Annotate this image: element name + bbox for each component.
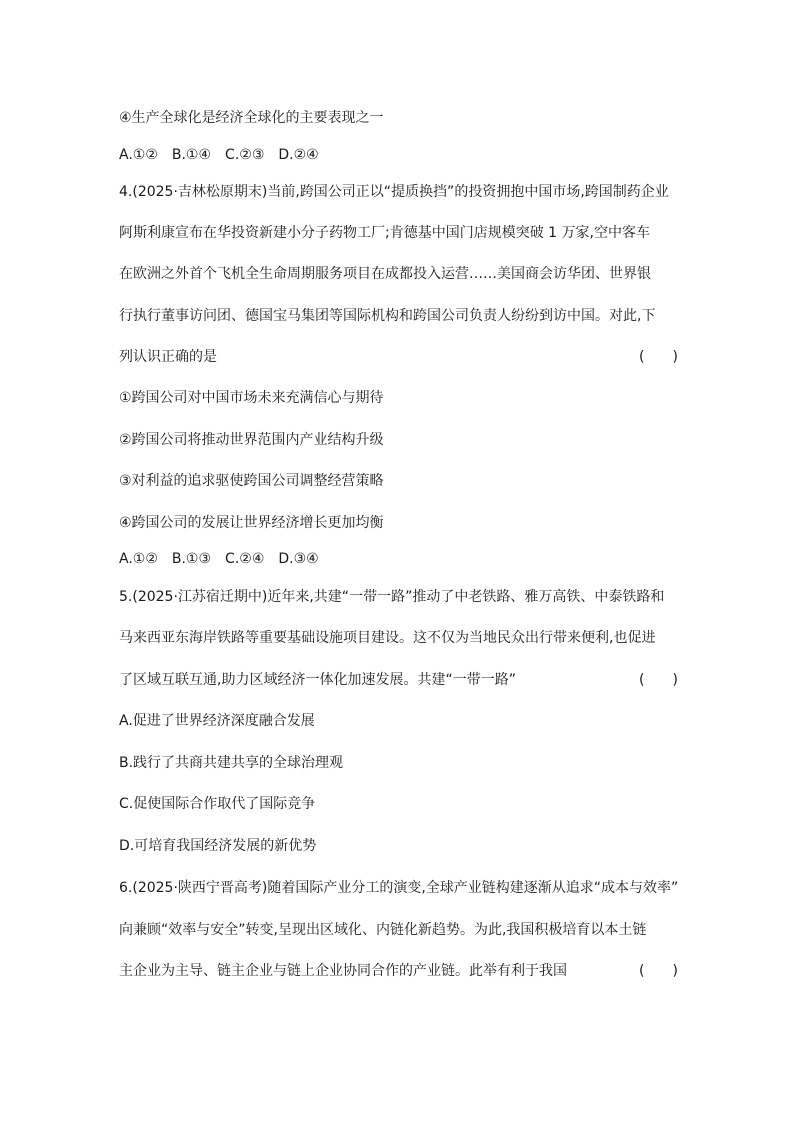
q4-stem-line-4: 行执行董事访问团、德国宝马集团等国际机构和跨国公司负责人纷纷到访中国。对此,下 xyxy=(119,308,656,324)
q5-stem-line-3 xyxy=(119,670,679,690)
q5-option-d: D.可培育我国经济发展的新优势 xyxy=(119,838,317,854)
q5-stem-line-1: 5.(2025·江苏宿迁期中)近年来,共建“一带一路”推动了中老铁路、雅万高铁、中泰铁路和 xyxy=(119,589,665,605)
q6-stem-line-1: 6.(2025·陕西宁晋高考)随着国际产业分工的演变,全球产业链构建逐渐从追求“成本与效率” xyxy=(119,880,679,896)
q4-option-3: ③对利益的追求驱使跨国公司调整经营策略 xyxy=(119,473,384,489)
q4-stem-line-1: 4.(2025·吉林松原期末)当前,跨国公司正以“提质换挡”的投资拥抱中国市场,跨国制药企业 xyxy=(119,184,669,200)
q4-option-2: ②跨国公司将推动世界范围内产业结构升级 xyxy=(119,432,384,448)
q5-option-a: A.促进了世界经济深度融合发展 xyxy=(119,713,315,729)
q6-stem-line-2: 向兼顾“效率与安全”转变,呈现出区域化、内链化新趋势。为此,我国积极培育以本土链 xyxy=(119,922,647,938)
q4-option-4: ④跨国公司的发展让世界经济增长更加均衡 xyxy=(119,515,384,531)
q5-stem-text: 了区域互联互通,助力区域经济一体化加速发展。共建“一带一路” xyxy=(119,672,516,688)
q4-choices: A.①② B.①③ C.②④ D.③④ xyxy=(119,551,319,567)
q4-answer-bracket: ( ) xyxy=(639,349,678,365)
q3-choices: A.①② B.①④ C.②③ D.②④ xyxy=(119,147,319,163)
q6-stem-line-3 xyxy=(119,961,679,981)
q4-stem-line-2: 阿斯利康宣布在华投资新建小分子药物工厂;肯德基中国门店规模突破 1 万家,空中客车 xyxy=(119,225,650,241)
q5-option-c: C.促使国际合作取代了国际竞争 xyxy=(119,796,316,812)
q5-answer-bracket: ( ) xyxy=(639,672,678,688)
q5-option-b: B.践行了共商共建共享的全球治理观 xyxy=(119,755,344,771)
q4-option-1: ①跨国公司对中国市场未来充满信心与期待 xyxy=(119,390,384,406)
q6-answer-bracket: ( ) xyxy=(639,963,678,979)
q4-stem-line-3: 在欧洲之外首个飞机全生命周期服务项目在成都投入运营……美国商会访华团、世界银 xyxy=(119,266,651,282)
q4-stem-text: 列认识正确的是 xyxy=(119,349,217,365)
q5-stem-line-2: 马来西亚东海岸铁路等重要基础设施项目建设。这不仅为当地民众出行带来便利,也促进 xyxy=(119,630,656,646)
q6-stem-text: 主企业为主导、链主企业与链上企业协同合作的产业链。此举有利于我国 xyxy=(119,963,567,979)
q3-option-4: ④生产全球化是经济全球化的主要表现之一 xyxy=(119,110,384,126)
q4-stem-line-5 xyxy=(119,347,679,367)
